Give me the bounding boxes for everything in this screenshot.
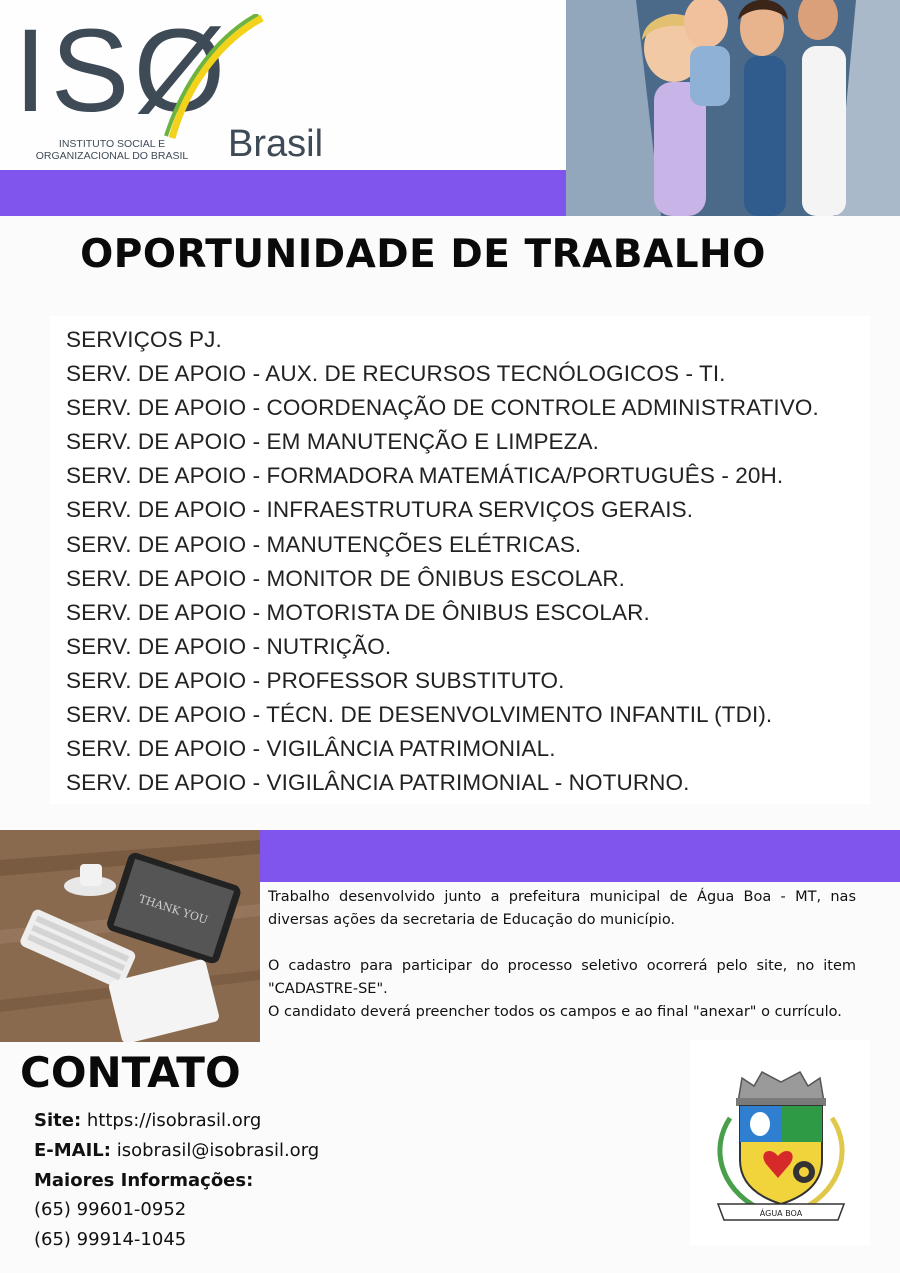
list-item: SERV. DE APOIO - PROFESSOR SUBSTITUTO.: [66, 667, 565, 693]
list-item: SERV. DE APOIO - AUX. DE RECURSOS TECNÓLOGICOS - TI.: [66, 361, 726, 387]
list-item: SERV. DE APOIO - FORMADORA MATEMÁTICA/PORTUGUÊS - 20H.: [66, 463, 784, 489]
list-item: SERV. DE APOIO - VIGILÂNCIA PATRIMONIAL - NOTURNO.: [66, 770, 690, 796]
list-item: SERV. DE APOIO - VIGILÂNCIA PATRIMONIAL.: [66, 736, 556, 762]
email-label: E-MAIL:: [34, 1139, 111, 1161]
list-item: SERV. DE APOIO - INFRAESTRUTURA SERVIÇOS GERAIS.: [66, 497, 694, 523]
tablet-screen-text: THANK YOU: [137, 892, 210, 927]
info-paragraph-project: Trabalho desenvolvido junto a prefeitura municipal de Água Boa - MT, nas diversas ações da secretaria de Educação do município.: [268, 889, 856, 928]
contact-email: [34, 1136, 319, 1166]
email-link[interactable]: isobrasil@isobrasil.org: [110, 1139, 320, 1161]
job-list: [66, 323, 819, 800]
children-photo: [566, 0, 900, 216]
info-purple-bar: [260, 830, 900, 882]
phone-number[interactable]: (65) 99914-1045: [34, 1229, 187, 1251]
logo-brasil-text: Brasil: [228, 123, 324, 165]
info-paragraph-candidate: O candidato deverá preencher todos os campos e ao final "anexar" o currículo.: [268, 1004, 842, 1020]
list-item: SERV. DE APOIO - EM MANUTENÇÃO E LIMPEZA.: [66, 429, 599, 455]
desk-tablet-photo: [0, 830, 260, 1042]
site-link[interactable]: https://isobrasil.org: [81, 1110, 262, 1131]
info-paragraph-registration: O cadastro para participar do processo seletivo ocorrerá pelo site, no item "CADASTRE-SE".: [268, 958, 856, 997]
more-info-label: Maiores Informações:: [34, 1169, 254, 1191]
crest-ribbon-text: ÁGUA BOA: [759, 1209, 803, 1218]
header-purple-bar: [0, 170, 566, 216]
list-item: SERV. DE APOIO - COORDENAÇÃO DE CONTROLE ADMINISTRATIVO.: [66, 395, 819, 421]
logo-iso-text: ISØ: [14, 5, 230, 137]
contact-title: CONTATO: [20, 1048, 241, 1097]
iso-brasil-logo: [14, 5, 354, 165]
list-item: SERV. DE APOIO - MONITOR DE ÔNIBUS ESCOLAR.: [66, 565, 626, 591]
info-text: [268, 886, 856, 1024]
list-item: SERV. DE APOIO - TÉCN. DE DESENVOLVIMENTO INFANTIL (TDI).: [66, 702, 773, 728]
logo-subtitle: INSTITUTO SOCIAL E ORGANIZACIONAL DO BRASIL: [35, 138, 189, 162]
contact-site: [34, 1106, 319, 1136]
agua-boa-coat-of-arms-icon: [700, 1068, 862, 1228]
list-item: SERVIÇOS PJ.: [66, 327, 222, 352]
site-label: Site:: [34, 1110, 82, 1131]
contact-info: [34, 1106, 319, 1255]
phone-number[interactable]: (65) 99601-0952: [34, 1199, 187, 1221]
list-item: SERV. DE APOIO - NUTRIÇÃO.: [66, 633, 392, 659]
list-item: SERV. DE APOIO - MANUTENÇÕES ELÉTRICAS.: [66, 531, 582, 557]
page-title: OPORTUNIDADE DE TRABALHO: [80, 232, 766, 277]
list-item: SERV. DE APOIO - MOTORISTA DE ÔNIBUS ESCOLAR.: [66, 599, 650, 625]
